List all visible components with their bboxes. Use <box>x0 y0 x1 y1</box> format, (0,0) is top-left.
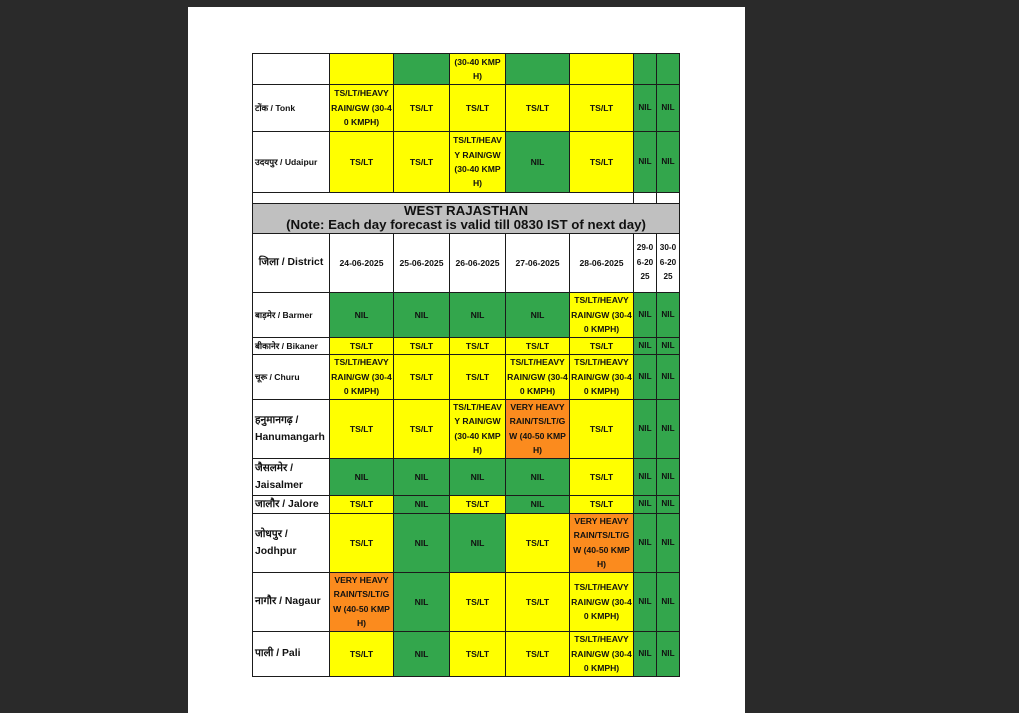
forecast-cell: TS/LT <box>450 85 506 132</box>
district-cell: जैसलमेर / Jaisalmer <box>253 458 330 495</box>
forecast-cell: TS/LT/HEAVY RAIN/GW (30-40 KMPH) <box>570 292 634 337</box>
forecast-cell: NIL <box>634 572 657 631</box>
section-title <box>253 204 680 234</box>
district-cell: जालौर / Jalore <box>253 495 330 513</box>
forecast-cell: NIL <box>450 513 506 572</box>
forecast-cell: NIL <box>657 572 680 631</box>
forecast-cell: TS/LT <box>506 631 570 676</box>
forecast-cell <box>570 54 634 85</box>
forecast-cell: TS/LT <box>394 85 450 132</box>
district-cell: टोंक / Tonk <box>253 85 330 132</box>
forecast-cell: NIL <box>657 495 680 513</box>
forecast-cell: NIL <box>634 495 657 513</box>
forecast-cell: TS/LT <box>570 132 634 193</box>
forecast-table-east-continued <box>252 53 680 208</box>
forecast-cell: NIL <box>634 337 657 354</box>
forecast-cell: NIL <box>506 292 570 337</box>
header-date: 30-06-2025 <box>657 233 680 292</box>
forecast-cell: TS/LT/HEAVY RAIN/GW (30-40 KMPH) <box>570 354 634 399</box>
forecast-table-west-rajasthan <box>252 203 680 677</box>
forecast-cell: NIL <box>394 631 450 676</box>
district-cell <box>253 54 330 85</box>
header-date: 26-06-2025 <box>450 233 506 292</box>
forecast-cell: NIL <box>634 513 657 572</box>
forecast-cell: NIL <box>394 572 450 631</box>
forecast-cell: TS/LT <box>330 337 394 354</box>
forecast-cell: TS/LT/HEAVY RAIN/GW (30-40 KMPH) <box>450 132 506 193</box>
forecast-cell: NIL <box>657 354 680 399</box>
forecast-cell: NIL <box>506 495 570 513</box>
forecast-cell: TS/LT <box>506 337 570 354</box>
table-row <box>253 292 680 337</box>
forecast-cell: TS/LT <box>506 572 570 631</box>
header-date: 25-06-2025 <box>394 233 450 292</box>
forecast-cell: NIL <box>506 132 570 193</box>
forecast-cell: TS/LT <box>330 631 394 676</box>
forecast-cell: NIL <box>394 513 450 572</box>
forecast-cell: TS/LT <box>450 354 506 399</box>
forecast-cell: TS/LT <box>506 513 570 572</box>
forecast-cell: TS/LT/HEAVY RAIN/GW (30-40 KMPH) <box>506 354 570 399</box>
forecast-cell: TS/LT <box>330 399 394 458</box>
forecast-cell: NIL <box>394 458 450 495</box>
forecast-cell: TS/LT <box>570 85 634 132</box>
forecast-cell: NIL <box>634 292 657 337</box>
table-row <box>253 54 680 85</box>
forecast-cell: VERY HEAVY RAIN/TS/LT/GW (40-50 KMPH) <box>570 513 634 572</box>
forecast-cell: NIL <box>657 292 680 337</box>
forecast-cell: (30-40 KMPH) <box>450 54 506 85</box>
document-page <box>188 7 745 713</box>
forecast-cell: TS/LT <box>330 495 394 513</box>
forecast-cell: TS/LT <box>330 132 394 193</box>
header-row <box>253 233 680 292</box>
forecast-cell: TS/LT <box>450 631 506 676</box>
forecast-cell: NIL <box>657 399 680 458</box>
forecast-cell: VERY HEAVY RAIN/TS/LT/GW (40-50 KMPH) <box>330 572 394 631</box>
forecast-cell: NIL <box>394 292 450 337</box>
forecast-cell: TS/LT/HEAVY RAIN/GW (30-40 KMPH) <box>450 399 506 458</box>
forecast-cell: TS/LT/HEAVY RAIN/GW (30-40 KMPH) <box>570 631 634 676</box>
forecast-cell: TS/LT <box>394 354 450 399</box>
forecast-cell: TS/LT <box>506 85 570 132</box>
forecast-cell: NIL <box>657 337 680 354</box>
forecast-cell: TS/LT <box>570 495 634 513</box>
district-cell: उदयपुर / Udaipur <box>253 132 330 193</box>
forecast-cell: NIL <box>634 85 657 132</box>
forecast-cell: VERY HEAVY RAIN/TS/LT/GW (40-50 KMPH) <box>506 399 570 458</box>
district-cell: नागौर / Nagaur <box>253 572 330 631</box>
district-cell: जोधपुर / Jodhpur <box>253 513 330 572</box>
table-row <box>253 354 680 399</box>
forecast-cell: TS/LT/HEAVY RAIN/GW (30-40 KMPH) <box>570 572 634 631</box>
forecast-cell: TS/LT <box>394 132 450 193</box>
section-note-text: (Note: Each day forecast is valid till 0830 IST of next day) <box>286 217 646 233</box>
forecast-cell <box>657 54 680 85</box>
header-date: 28-06-2025 <box>570 233 634 292</box>
forecast-cell: TS/LT <box>394 337 450 354</box>
forecast-cell: NIL <box>634 631 657 676</box>
table-row <box>253 572 680 631</box>
district-cell: बाड़मेर / Barmer <box>253 292 330 337</box>
forecast-cell: TS/LT <box>450 572 506 631</box>
forecast-cell: TS/LT <box>570 337 634 354</box>
forecast-cell: NIL <box>657 132 680 193</box>
forecast-cell: NIL <box>634 458 657 495</box>
forecast-cell: TS/LT <box>330 513 394 572</box>
forecast-cell: NIL <box>657 458 680 495</box>
header-date: 27-06-2025 <box>506 233 570 292</box>
district-cell: बीकानेर / Bikaner <box>253 337 330 354</box>
table-row <box>253 458 680 495</box>
table-row <box>253 337 680 354</box>
forecast-cell: TS/LT/HEAVY RAIN/GW (30-40 KMPH) <box>330 85 394 132</box>
table-row <box>253 631 680 676</box>
forecast-cell: TS/LT <box>450 337 506 354</box>
forecast-cell: TS/LT <box>450 495 506 513</box>
forecast-cell: NIL <box>657 631 680 676</box>
header-district: जिला / District <box>253 233 330 292</box>
forecast-cell: NIL <box>506 458 570 495</box>
district-cell: पाली / Pali <box>253 631 330 676</box>
forecast-cell: TS/LT/HEAVY RAIN/GW (30-40 KMPH) <box>330 354 394 399</box>
header-date: 24-06-2025 <box>330 233 394 292</box>
forecast-cell <box>330 54 394 85</box>
forecast-cell: NIL <box>657 85 680 132</box>
forecast-cell: NIL <box>450 458 506 495</box>
table-row <box>253 495 680 513</box>
forecast-cell <box>634 54 657 85</box>
district-cell: हनुमानगढ़ / Hanumangarh <box>253 399 330 458</box>
forecast-cell: NIL <box>450 292 506 337</box>
forecast-cell: NIL <box>330 458 394 495</box>
forecast-cell: NIL <box>634 132 657 193</box>
forecast-cell: NIL <box>634 354 657 399</box>
table-row <box>253 513 680 572</box>
forecast-cell <box>506 54 570 85</box>
table-row <box>253 85 680 132</box>
table-row <box>253 132 680 193</box>
forecast-cell: NIL <box>634 399 657 458</box>
forecast-cell: TS/LT <box>570 458 634 495</box>
forecast-cell: TS/LT <box>394 399 450 458</box>
table-row <box>253 399 680 458</box>
forecast-cell: NIL <box>394 495 450 513</box>
forecast-cell: NIL <box>657 513 680 572</box>
header-date: 29-06-2025 <box>634 233 657 292</box>
district-cell: चूरू / Churu <box>253 354 330 399</box>
forecast-cell: TS/LT <box>570 399 634 458</box>
forecast-cell: NIL <box>330 292 394 337</box>
section-title-text: WEST RAJASTHAN <box>403 203 529 218</box>
forecast-cell <box>394 54 450 85</box>
